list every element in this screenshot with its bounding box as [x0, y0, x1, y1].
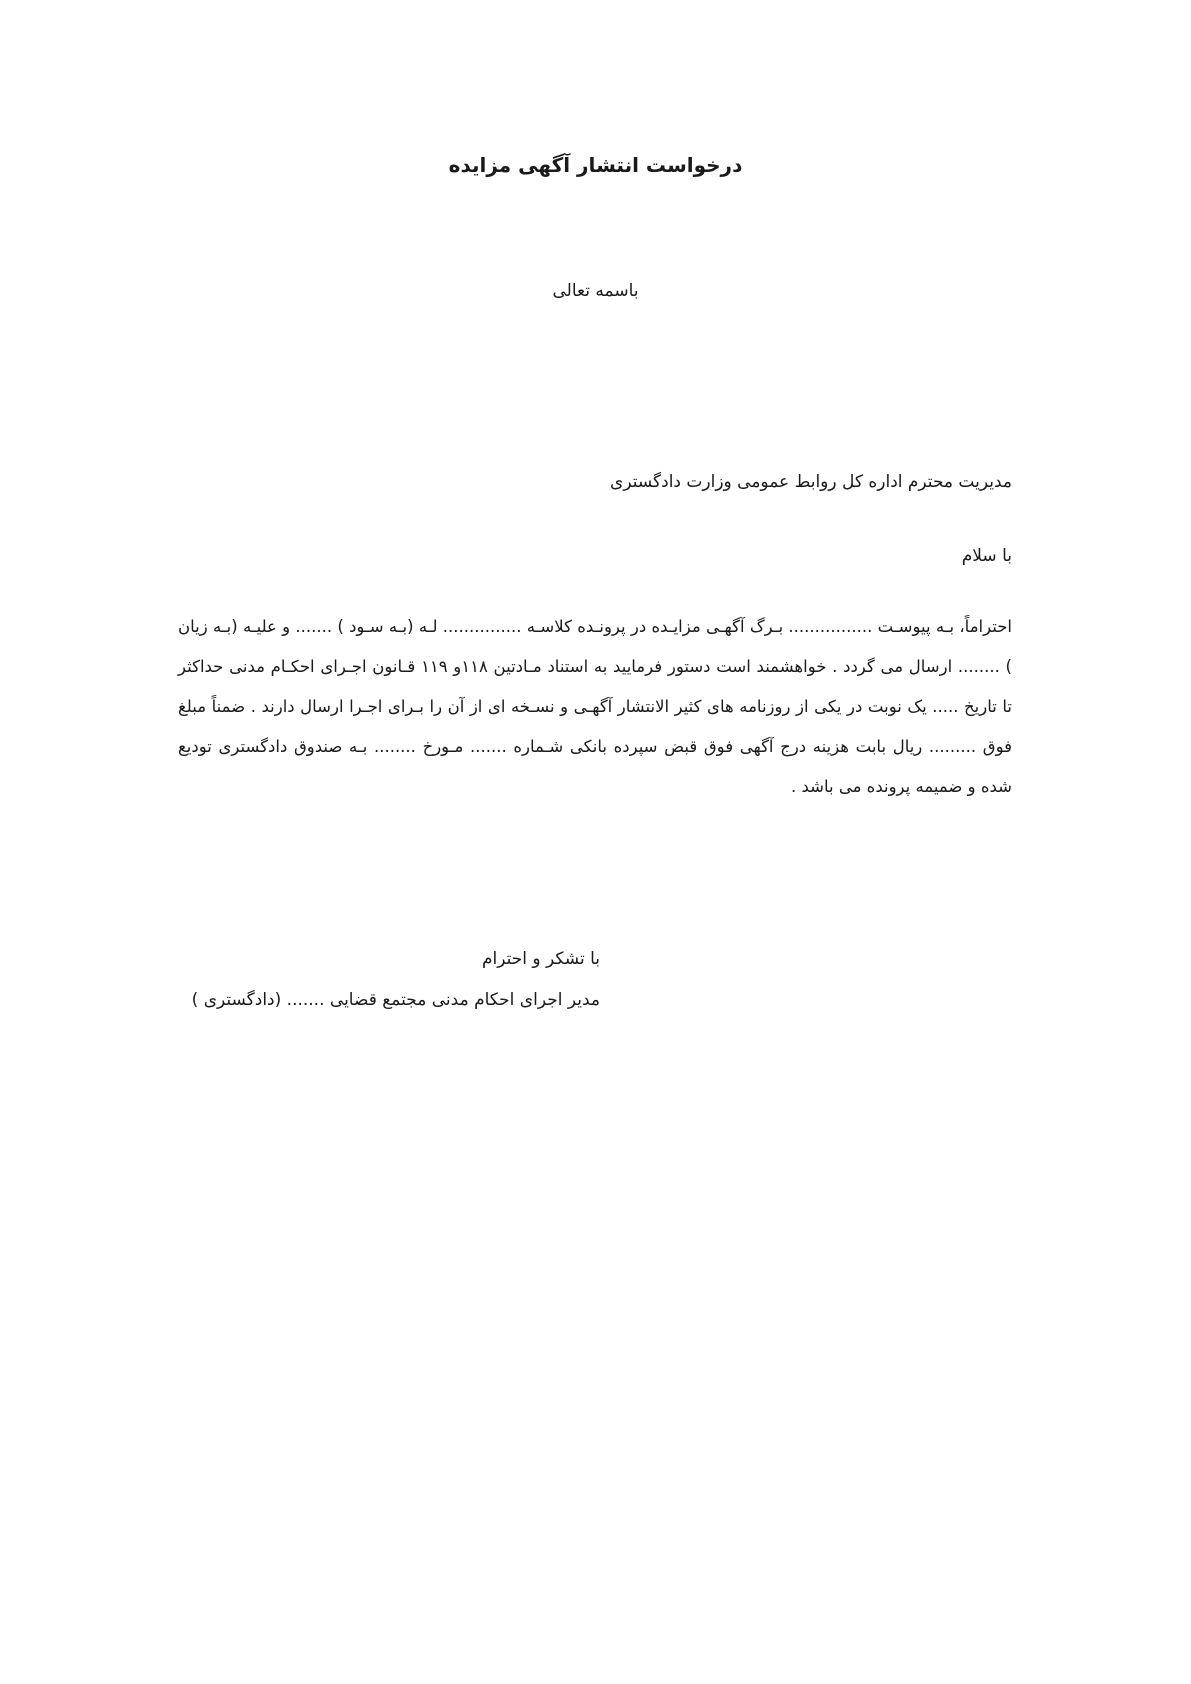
- recipient-line: مدیریت محترم اداره کل روابط عمومی وزارت دادگستری: [610, 472, 1012, 492]
- salutation-line: با سلام: [961, 546, 1012, 566]
- document-title: درخواست انتشار آگهی مزایده: [448, 153, 743, 177]
- invocation-line: باسمه تعالی: [552, 281, 639, 301]
- signature-line: مدیر اجرای احکام مدنی مجتمع قضایی ....... (دادگستری ): [191, 990, 600, 1010]
- letter-body: احتراماً، بـه پیوسـت ................ بـرگ آگهـی مزایـده در پرونـده کلاسـه ............... لـه (بـه سـود ) ....... و علیـه (بـه زیان ) ........ ارسال می گردد . خواهشمند است دستور فرمایید به استناد مـادتین ۱۱۸و ۱۱۹ قـانون اجـرای احکـام مدنی حداکثر تا تاریخ ..... یک نوبت در یکی از روزنامه های کثیر الانتشار آگهـی و نسـخه ای از آن را بـرای اجـرا ارسال دارند . ضمناً مبلغ فوق ......... ریال بابت هزینه درج آگهی فوق قبض سپرده بانکی شـماره ....... مـورخ ........ بـه صندوق دادگستری تودیع شده و ضمیمه پرونده می باشد .: [178, 617, 1012, 796]
- closing-line: با تشکر و احترام: [482, 949, 600, 969]
